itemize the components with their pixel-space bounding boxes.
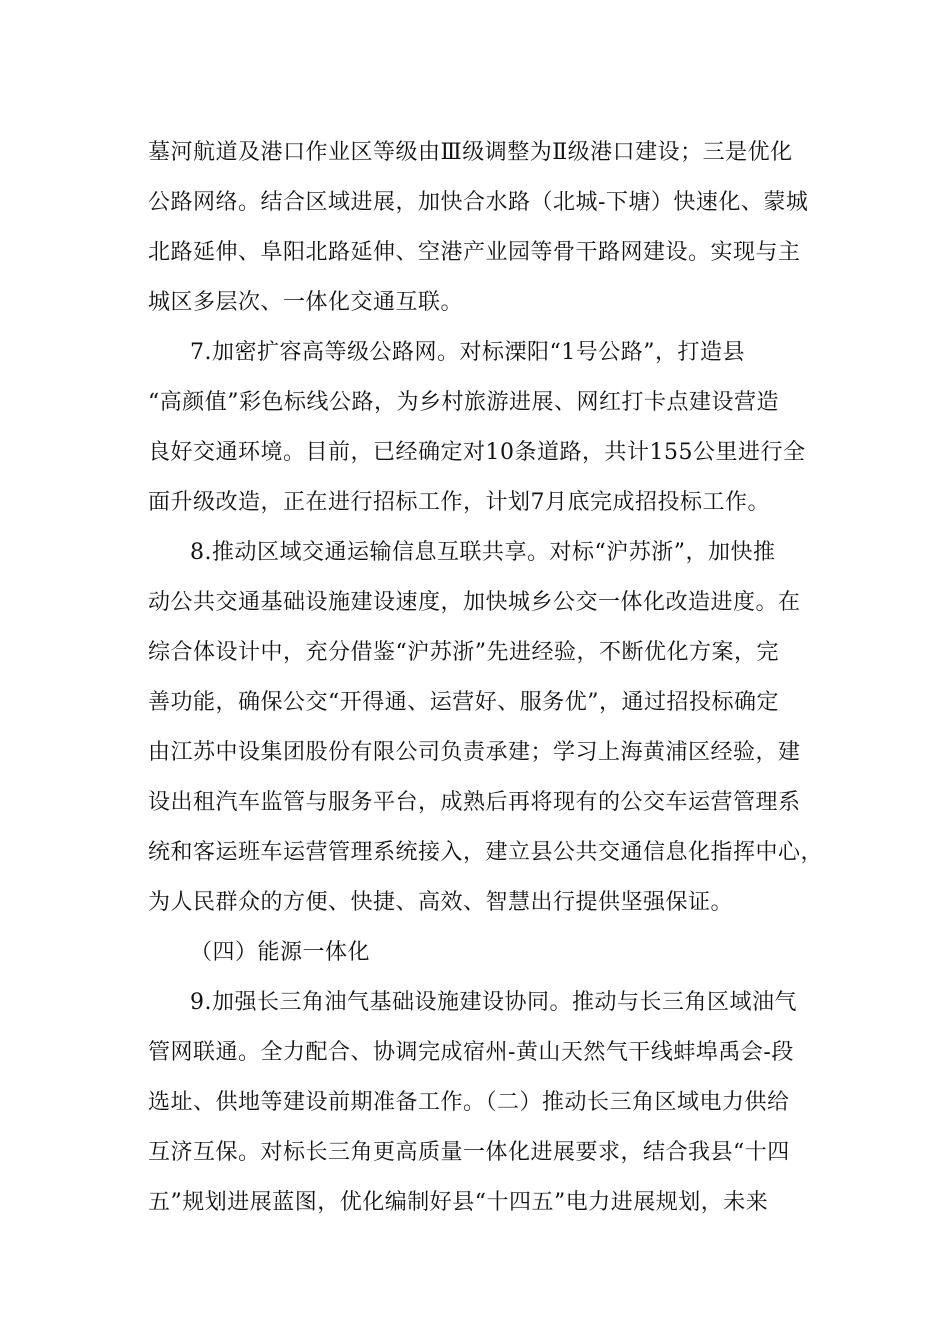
body-text-line: 五”规划进展蓝图，优化编制好县“十四五”电力进展规划，未来: [148, 1190, 769, 1215]
paragraph-9-heading-line: 9.加强长三角油气基础设施建设协同。推动与长三角区域油气: [190, 990, 797, 1015]
body-text-line: “高颜值”彩色标线公路，为乡村旅游进展、网红打卡点建设营造: [148, 390, 779, 415]
body-text-line: 综合体设计中，充分借鉴“沪苏浙”先进经验，不断优化方案，完: [148, 640, 779, 665]
body-text-line: 由江苏中设集团股份有限公司负责承建；学习上海黄浦区经验，建: [148, 740, 801, 765]
body-text-line: 城区多层次、一体化交通互联。: [148, 290, 464, 315]
paragraph-8-heading-line: 8.推动区域交通运输信息互联共享。对标“沪苏浙”，加快推: [190, 540, 776, 565]
body-text-line: 设出租汽车监管与服务平台，成熟后再将现有的公交车运营管理系: [148, 790, 801, 815]
body-text-line: 选址、供地等建设前期准备工作。（二）推动长三角区域电力供给: [148, 1090, 790, 1115]
body-text-line: 统和客运班车运营管理系统接入，建立县公共交通信息化指挥中心，: [148, 840, 824, 865]
body-text-line: 为人民群众的方便、快捷、高效、智慧出行提供坚强保证。: [148, 890, 734, 915]
paragraph-7-heading-line: 7.加密扩容高等级公路网。对标溧阳“1号公路”，打造县: [190, 340, 745, 365]
body-text-line: 管网联通。全力配合、协调完成宿州-黄山天然气干线蚌埠禹会-段: [148, 1040, 794, 1065]
body-text-line: 良好交通环境。目前，已经确定对10条道路，共计155公里进行全: [148, 440, 806, 465]
body-text-line: 动公共交通基础设施建设速度，加快城乡公交一体化改造进度。在: [148, 590, 801, 615]
body-text-line: 公路网络。结合区域进展，加快合水路（北城-下塘）快速化、蒙城: [148, 190, 809, 215]
body-text-line: 面升级改造，正在进行招标工作，计划7月底完成招投标工作。: [148, 490, 770, 515]
body-text-line: 善功能，确保公交“开得通、运营好、服务优”，通过招投标确定: [148, 690, 779, 715]
body-text-line: 互济互保。对标长三角更高质量一体化进展要求，结合我县“十四: [148, 1140, 790, 1165]
body-text-line: 北路延伸、阜阳北路延伸、空港产业园等骨干路网建设。实现与主: [148, 240, 801, 265]
body-text-line: 墓河航道及港口作业区等级由Ⅲ级调整为Ⅱ级港口建设；三是优化: [148, 140, 793, 165]
section-heading: （四）能源一体化: [190, 940, 371, 965]
